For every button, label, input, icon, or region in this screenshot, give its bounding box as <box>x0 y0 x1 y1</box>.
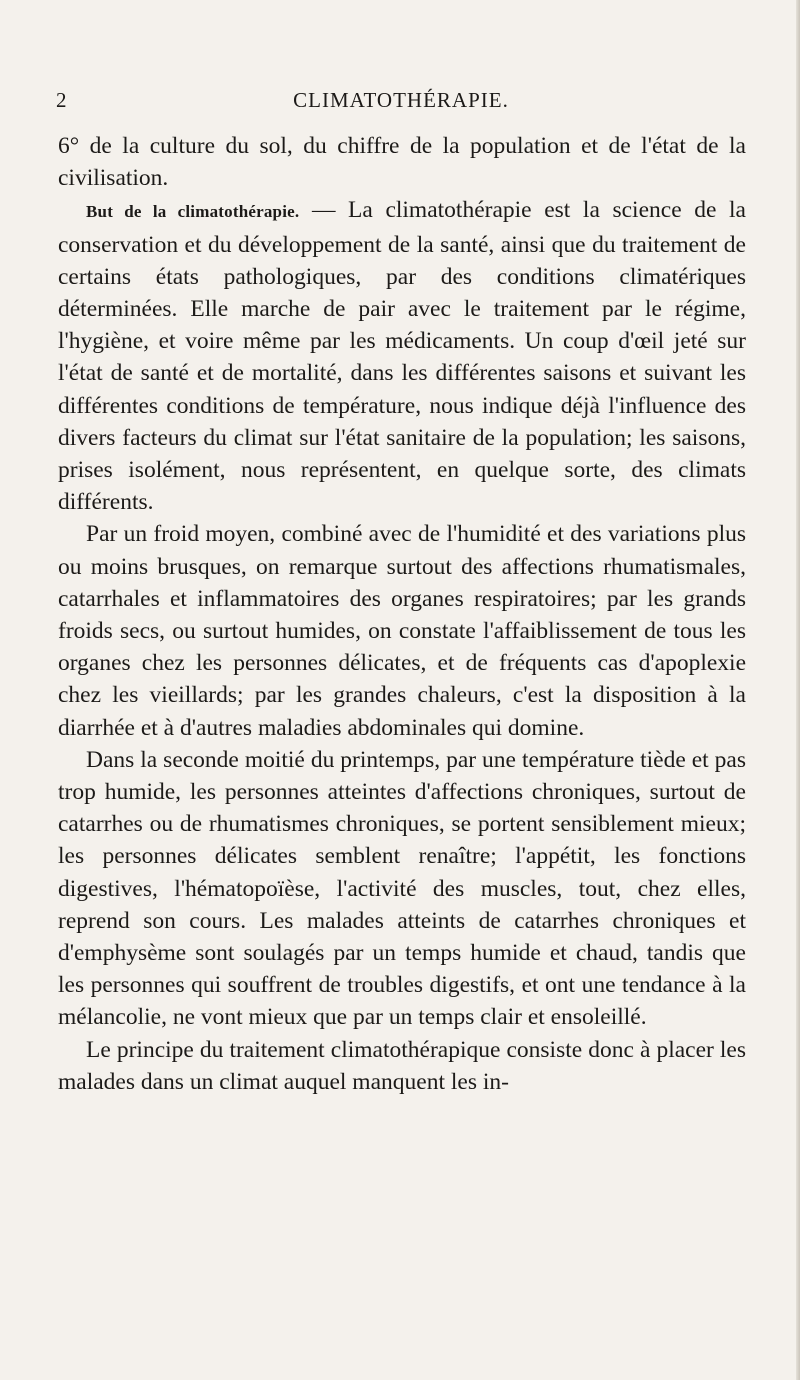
section-heading: But de la climatothérapie. <box>86 202 300 222</box>
paragraph-text: Par un froid moyen, combiné avec de l'humidité et des variations plus ou moins brusques, on remarque surtout des affections rhumatismales, catarrhales et inflammatoires des organes respiratoires; par les grands froids secs, ou surtout humides, on constate l'affaiblissement de tous les organes chez les personnes délicates, et de fréquents cas d'apoplexie chez les vieillards; par les grandes chaleurs, c'est la disposition à la diarrhée et à d'autres maladies abdominales qui domine. <box>58 521 746 741</box>
paragraph-principe <box>58 1034 746 1098</box>
paragraph-but-climatotherapie <box>58 194 746 518</box>
paragraph-text: Dans la seconde moitié du printemps, par une température tiède et pas trop humide, les personnes atteintes d'affections chroniques, surtout de catarrhes ou de rhumatismes chroniques, se portent sensiblement mieux; les personnes délicates semblent renaître; l'appétit, les fonctions digestives, l'hématopoïèse, l'activité des muscles, tout, chez elles, reprend son cours. Les malades atteints de catarrhes chroniques et d'emphysème sont soulagés par un temps humide et chaud, tandis que les personnes qui souffrent de troubles digestifs, et ont une tendance à la mélancolie, ne vont mieux que par un temps clair et ensoleillé. <box>58 746 746 1031</box>
page-edge-shadow <box>796 0 800 1380</box>
page-number: 2 <box>56 88 67 112</box>
paragraph-printemps <box>58 744 746 1034</box>
paragraph-text: Le principe du traitement climatothérapique consiste donc à placer les malades dans un climat auquel manquent les in- <box>58 1036 746 1095</box>
paragraph-froid-moyen <box>58 518 746 743</box>
paragraph-list-item-6 <box>58 130 746 194</box>
paragraph-text: 6° de la culture du sol, du chiffre de la population et de l'état de la civilisation. <box>58 133 746 192</box>
running-title: CLIMATOTHÉRAPIE. <box>293 88 509 112</box>
page-header <box>56 88 746 118</box>
body-text <box>58 130 746 1098</box>
paragraph-text: — La climatothérapie est la science de la conservation et du développement de la santé, ainsi que du traitement de certains états pathologiques, par des conditions climatériques déterminées. Elle marche de pair avec le traitement par le régime, l'hygiène, et voire même par les médicaments. Un coup d'œil jeté sur l'état de santé et de mortalité, dans les différentes saisons et suivant les différentes conditions de température, nous indique déjà l'influence des divers facteurs du climat sur l'état sanitaire de la population; les saisons, prises isolément, nous représentent, en quelque sorte, des climats différents. <box>58 197 746 516</box>
